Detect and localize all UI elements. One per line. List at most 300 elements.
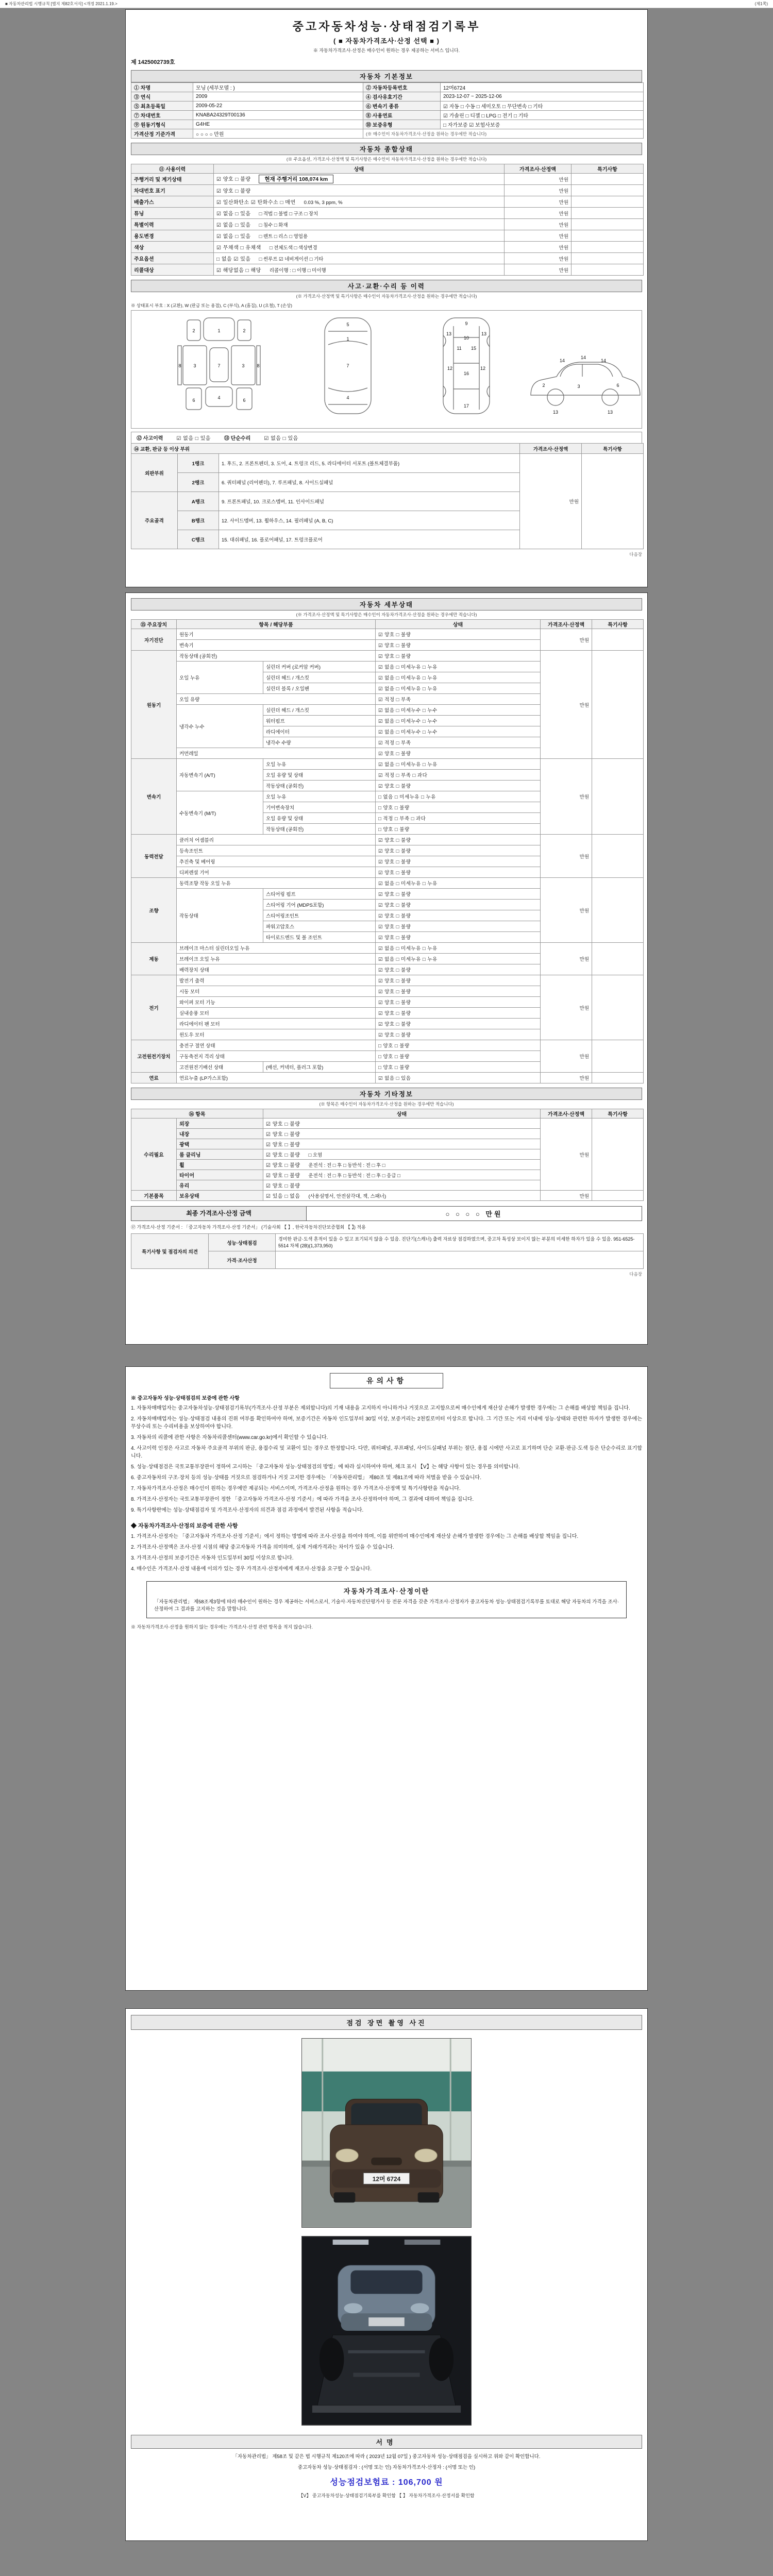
panel-notices [125,1366,648,1991]
section-accident-note: (※ 가격조사·산정액 및 특기사항은 매수인이 자동차가격조사·산정을 원하는 경우에만 적습니다) [296,294,477,299]
item-label: 실내송풍 모터 [177,1008,376,1019]
state-checkboxes: ☑ 없음 □ 미세누유 □ 누유 [376,683,541,694]
state-checkboxes: □ 없음 □ 미세누유 □ 누유 [376,791,541,802]
notice-item: 6. 중고자동차의 구조·장치 등의 성능·상태를 거짓으로 점검하거나 거짓 고지한 경우에는 「자동차관리법」 제80조 및 제81조에 따라 처벌을 받을 수 있습니다. [131,1475,481,1481]
price-cell: 만원 [541,1073,592,1083]
rank-row [131,454,644,473]
price-cell: 만원 [505,174,572,185]
price-cell: 만원 [541,759,592,835]
col-device: ⑮ 주요장치 [131,620,177,629]
field-label: ② 자동차등록번호 [363,83,441,92]
subitem-label: 실린더 커버 (로커암 커버) [263,662,376,672]
item-label: 변속기 [177,640,376,651]
item-label: 클러치 어셈블리 [177,835,376,845]
state-checkboxes: ☑ 없음 □ 있음 [376,1073,541,1083]
usage-state [214,264,505,276]
car-diagram-side-view [531,362,640,405]
rank-label: B랭크 [178,511,219,530]
etc-state: ☑ 양호 □ 불량 [263,1139,541,1149]
cell: 차대번호 표기 [131,185,214,196]
diagram-part-number: 15 [470,346,477,351]
state-checkboxes: □ 양호 □ 불량 [376,1062,541,1073]
diagram-part-number: 1 [217,328,221,333]
final-price-label: 최종 가격조사·산정 금액 [131,1207,307,1221]
item-label: 연료누출 (LP가스포함) [177,1073,376,1083]
col-remark: 특기사항 [572,164,644,174]
state-checkboxes: ☑ 양호 □ 불량 [376,629,541,640]
etc-item: 외장 [177,1118,263,1129]
subitem-label: 타이로드엔드 및 볼 조인트 [263,932,376,943]
detail-state-table [131,619,644,1083]
device-group: 자기진단 [131,629,177,651]
usage-state [214,185,505,196]
inspector-opinion-table [131,1233,644,1269]
etc-item: 내장 [177,1129,263,1139]
item-label: 작동상태 [177,889,263,943]
notice-item: 2. 가격조사·산정액은 조사·산정 시점의 해당 중고자동차 가격을 의미하며, 실제 거래가격과는 차이가 있을 수 있습니다. [131,1545,394,1550]
opinion-row2-text [276,1251,644,1269]
field-value: 2009-05-22 [193,101,363,111]
state-checkboxes: ☑ 적정 □ 부족 [376,737,541,748]
state-checkboxes: ☑ 양호 □ 불량 [376,986,541,997]
state-checkboxes: ☑ 양호 □ 불량 [376,748,541,759]
diagram-part-number: 13 [446,331,452,336]
state-checkboxes: ☑ 양호 □ 불량 [376,1029,541,1040]
next-page-hint-2: 다음장 [629,1272,642,1277]
diagram-part-number: 6 [192,398,195,403]
remark-cell [592,651,644,759]
panel-detail-state [125,592,648,1345]
usage-state [214,196,505,208]
state-checkboxes: ☑ 없음 □ 미세누유 □ 누유 [376,954,541,964]
rank-label: C랭크 [178,530,219,549]
detail-row [131,1040,644,1051]
definition-box-text: 「자동차관리법」 제58조제3항에 따라 매수인이 원하는 경우 제공하는 서비스로서, 기술사·자동차진단평가사 등 전문 자격을 갖춘 가격조사·산정자가 중고자동차 성능·상태점검기록부를 토대로 해당 자동차의 가격을 조사·산정하여 그 결과를 고지하는 것을 말합니다. [154,1599,619,1613]
etc-group: 수리필요 [131,1118,177,1191]
field-value: ☑ 가솔린 □ 디젤 □ LPG □ 전기 □ 기타 [441,111,644,120]
field-label: ⑨ 원동기형식 [131,120,193,129]
remark-cell [592,629,644,651]
usage-state [214,174,505,185]
field-value: G4HE [193,120,363,129]
accident-history-checkboxes: ☑ 없음 □ 있음 [176,436,211,442]
diagram-part-number: 2 [192,328,195,333]
checkbox-group: ☑ 없음 □ 있음 [216,223,251,228]
rank-price-header: 가격조사·산정액 [520,444,582,454]
item-label: 등속조인트 [177,845,376,856]
item-label: 브레이크 오일 누유 [177,954,376,964]
state-checkboxes: ☑ 양호 □ 불량 [376,781,541,791]
subitem-label: 라디에이터 [263,726,376,737]
accident-check-row [131,432,642,443]
remark-cell [572,264,644,276]
section-accident-title: 사고·교환·수리 등 이력 [131,280,642,292]
signature-section-title: 서명 [131,2435,642,2449]
price-cell: 만원 [541,651,592,759]
item-label: 구동축전지 격리 상태 [177,1051,376,1062]
detail-row [131,759,644,770]
field-label: ⑦ 차대번호 [131,111,193,120]
state-checkboxes: ☑ 양호 □ 불량 [376,997,541,1008]
cell: 튜닝 [131,208,214,219]
checkbox-group: ☑ 없음 □ 있음 [216,234,251,240]
col-etc-price: 가격조사·산정액 [541,1109,592,1118]
col-etc-item: ⑯ 항목 [131,1109,263,1118]
item-label: 추진축 및 베어링 [177,856,376,867]
field-value: ○ ○ ○ ○ 만원 [193,129,363,139]
definition-box-title: 자동차가격조사·산정이란 [343,1587,430,1595]
subitem-label: 스티어링조인트 [263,910,376,921]
exchange-repair-table [131,443,644,549]
basic-row [131,101,644,111]
field-label: ⑥ 변속기 종류 [363,101,441,111]
state-checkboxes: ☑ 없음 □ 미세누유 □ 누유 [376,878,541,889]
final-price-amount: ○ ○ ○ ○ 만원 [445,1210,503,1218]
notice-item: 3. 자동차의 리콜에 관한 사항은 자동차리콜센터(www.car.go.kr)에서 확인할 수 있습니다. [131,1435,328,1440]
item-label: 오일 유량 [177,694,376,705]
subitem-label: 워터펌프 [263,716,376,726]
state-checkboxes: ☑ 없음 □ 미세누수 □ 누수 [376,716,541,726]
remark-cell [582,454,644,549]
state-checkboxes: ☑ 양호 □ 불량 [376,975,541,986]
notice-item: 5. 성능·상태점검은 국토교통부장관이 정하여 고시하는 「중고자동차 성능·상태점검의 방법」에 따라 실시하여야 하며, 체크 표시 【V】는 해당 사항이 있는 경우를 의미합니다. [131,1464,520,1470]
field-label: ④ 검사유효기간 [363,92,441,101]
usage-state [214,253,505,264]
field-value: (※ 매수인이 자동차가격조사·산정을 원하는 경우에만 적습니다) [363,129,644,139]
notice-item: 2. 자동차매매업자는 성능·상태점검 내용의 진위 여부를 확인하여야 하며, 보증기간은 자동차 인도일부터 30일 이상, 보증거리는 2천킬로미터 이상으로 합니다. 그 기간 또는 거리 이내에 성능·상태와 관련한 하자가 발생한 경우에는 무상수리 또는 수리비용을 보상하여야 합니다. [131,1416,642,1430]
diagram-part-number: 3 [242,363,245,368]
remark-cell [592,835,644,878]
state-checkboxes: □ 양호 □ 불량 [376,1040,541,1051]
price-cell: 만원 [505,185,572,196]
price-cell: 만원 [541,1191,592,1201]
diagram-part-number: 13 [552,410,559,415]
state-checkboxes: □ 양호 □ 불량 [376,824,541,835]
notice-sub-note: ※ 중고자동차 성능·상태점검의 보증에 관한 사항 [131,1396,240,1401]
usage-extra: 현재 주행거리 108,074 km [259,175,333,183]
subitem-label: 파워고압호스 [263,921,376,932]
state-checkboxes: ☑ 양호 □ 불량 [376,835,541,845]
summary-row [131,174,644,185]
price-cell: 만원 [541,878,592,943]
etc-header-row [131,1109,644,1118]
subitem-label: (배선, 커넥터, 플러그 포함) [263,1062,376,1073]
section-etc-title: 자동차 기타정보 [131,1088,642,1100]
subitem-label: 작동상태 (공회전) [263,824,376,835]
rank-label: 2랭크 [178,473,219,492]
item-label: 와이퍼 모터 기능 [177,997,376,1008]
price-cell: 만원 [505,208,572,219]
col-detail-remark: 특기사항 [592,620,644,629]
price-cell: 만원 [505,242,572,253]
item-label: 배력장치 상태 [177,964,376,975]
inspection-photo-front [301,2038,472,2228]
cell: 특별이력 [131,219,214,230]
section-summary-title: 자동차 종합상태 [131,143,642,155]
diagram-part-number: 13 [607,410,613,415]
etc-item: 광택 [177,1139,263,1149]
state-checkboxes: ☑ 없음 □ 미세누유 □ 누유 [376,662,541,672]
inspection-insurance-fee [131,2476,642,2487]
state-checkboxes: ☑ 없음 □ 미세누유 □ 누유 [376,943,541,954]
opinion-row-2 [131,1251,644,1269]
etc-row [131,1191,644,1201]
parts-list: 9. 프론트패널, 10. 크로스멤버, 11. 인사이드패널 [219,492,520,511]
state-checkboxes: ☑ 양호 □ 불량 [376,932,541,943]
detail-row [131,975,644,986]
diagram-part-number: 13 [481,331,487,336]
cell: 색상 [131,242,214,253]
state-checkboxes: ☑ 양호 □ 불량 [376,1008,541,1019]
photo-section-title: 점검 장면 촬영 사진 [131,2015,642,2030]
remark-cell [592,759,644,835]
diagram-part-number: 7 [217,363,221,368]
state-checkboxes: ☑ 양호 □ 불량 [376,856,541,867]
state-checkboxes: ☑ 양호 □ 불량 [376,921,541,932]
remark-cell [572,253,644,264]
item-label: 수동변속기 (M/T) [177,791,263,835]
etc-group: 기본품목 [131,1191,177,1201]
checkbox-group: ☑ 양호 □ 불량 [216,177,251,182]
usage-extra: 리콜이행 : □ 이행 □ 미이행 [269,268,326,274]
parts-list: 15. 대쉬패널, 16. 플로어패널, 17. 트렁크플로어 [219,530,520,549]
state-checkboxes: ☑ 없음 □ 미세누유 □ 누유 [376,672,541,683]
col-state: 상태 [214,164,505,174]
basic-info-table [131,82,644,139]
page-indicator: (제1쪽) [754,2,768,6]
basic-row [131,83,644,92]
notice-item: 1. 자동차매매업자는 중고자동차성능·상태점검기록부(가격조사·산정 부분은 제외합니다)의 기재 내용을 고지하지 아니하거나 거짓으로 고지함으로써 매수인에게 재산상 손해가 발생한 경우에는 그 손해를 배상할 책임을 집니다. [131,1405,630,1411]
usage-extra: □ 적법 □ 불법 □ 구조 □ 장치 [259,211,318,217]
final-price-bar [131,1206,642,1221]
section-etc-note: (※ 항목은 매수인이 자동차가격조사·산정을 원하는 경우에만 적습니다) [319,1101,454,1107]
warranty-notice-list [131,1533,642,1573]
diagram-part-number: 5 [346,322,349,327]
summary-table [131,164,644,276]
panel-basic-and-summary [125,9,648,587]
summary-row [131,219,644,230]
signature-statement: 「자동차관리법」 제58조 및 같은 법 시행규칙 제120조에 따라 ( 2023년 12월 07일 ) 중고자동차 성능·상태점검을 실시하고 위와 같이 확인합니다. [232,2454,541,2460]
subitem-label: 스티어링 펌프 [263,889,376,900]
remark-cell [572,242,644,253]
remark-cell [572,208,644,219]
checkbox-group: □ 없음 ☑ 있음 [216,257,251,262]
parts-list: 1. 후드, 2. 프론트펜더, 3. 도어, 4. 트렁크 리드, 5. 라디에이터 서포트 (볼트체결부품) [219,454,520,473]
remark-cell [592,975,644,1040]
cell: 용도변경 [131,230,214,242]
remark-cell [572,174,644,185]
notice-footer: ※ 자동차가격조사·산정을 원하지 않는 경우에는 가격조사·산정 관련 항목을 적지 않습니다. [131,1624,313,1630]
checkbox-group: ☑ 해당없음 □ 해당 [216,268,261,274]
cell: 리콜대상 [131,264,214,276]
usage-state [214,208,505,219]
detail-row [131,1073,644,1083]
notice-item: 7. 자동차가격조사·산정은 매수인이 원하는 경우에만 제공되는 서비스이며, 가격조사·산정을 원하는 경우 가격조사·산정액 및 특기사항란을 적습니다. [131,1486,461,1492]
document-number: 제 1425002739호 [131,59,175,65]
summary-row [131,242,644,253]
etc-info-table [131,1109,644,1201]
detail-header-row [131,620,644,629]
state-checkboxes: ☑ 없음 □ 미세누유 □ 누유 [376,759,541,770]
item-label: 작동상태 (공회전) [177,651,376,662]
rank-remark-header: 특기사항 [582,444,644,454]
col-detail-state: 상태 [376,620,541,629]
item-label: 윈도우 모터 [177,1029,376,1040]
etc-state: ☑ 양호 □ 불량 [263,1118,541,1129]
diagram-part-number: 8 [257,363,260,368]
usage-extra: □ 전체도색 □ 색상변경 [269,245,317,251]
diagram-part-number: 12 [480,366,486,371]
diagram-part-number: 14 [580,355,586,360]
usage-state [214,242,505,253]
etc-state: ☑ 양호 □ 불량 [263,1129,541,1139]
notice-item: 1. 가격조사·산정자는 「중고자동차 가격조사·산정 기준서」에서 정하는 방법에 따라 조사·산정을 하여야 하며, 이를 위반하여 매수인에게 재산상 손해가 발생한 경우에는 그 손해를 배상할 책임을 집니다. [131,1534,579,1539]
item-label: 브레이크 마스터 실린더오일 누유 [177,943,376,954]
usage-extra: □ 침수 □ 화재 [259,223,288,228]
state-checkboxes: ☑ 양호 □ 불량 [376,910,541,921]
state-checkboxes: □ 양호 □ 불량 [376,802,541,813]
usage-state [214,219,505,230]
field-value: 2023-12-07 ~ 2025-12-06 [441,92,644,101]
price-cell: 만원 [520,454,582,549]
notice-item: 4. 매수인은 가격조사·산정 내용에 이의가 있는 경우 가격조사·산정자에게 재조사·산정을 요구할 수 있습니다. [131,1566,372,1572]
form-top-strip [0,0,773,8]
remark-cell [572,185,644,196]
accident-history-label: ⑫ 사고이력 [137,436,163,442]
diagram-part-number: 6 [616,383,619,388]
price-cell: 만원 [505,219,572,230]
remark-cell [572,219,644,230]
parts-list: 12. 사이드멤버, 13. 휠하우스, 14. 필러패널 (A, B, C) [219,511,520,530]
parts-list: 6. 쿼터패널 (리어펜더), 7. 루프패널, 8. 사이드실패널 [219,473,520,492]
etc-state: ☑ 양호 □ 불량 [263,1180,541,1191]
document-title-note: ※ 자동차가격조사·산정은 매수인이 원하는 경우 제공하는 서비스 입니다. [313,48,460,53]
rank-label: A랭크 [178,492,219,511]
diagram-part-number: 14 [600,358,607,363]
document-title: 중고자동차성능·상태점검기록부 [292,20,481,33]
device-group: 동력전달 [131,835,177,878]
summary-row [131,230,644,242]
state-checkboxes: □ 양호 □ 불량 [376,1051,541,1062]
fee-label: 성능점검보험료 : [330,2478,396,2487]
simple-repair-checkboxes: ☑ 없음 □ 있음 [264,436,298,442]
remark-cell [592,1040,644,1073]
field-value: 2009 [193,92,363,101]
checkbox-group: ☑ 일산화탄소 ☑ 탄화수소 □ 매연 [216,200,296,206]
diagram-part-number: 8 [178,363,181,368]
remark-cell [572,196,644,208]
subitem-label: 작동상태 (공회전) [263,781,376,791]
device-group: 제동 [131,943,177,975]
checkbox-group: ☑ 무채색 □ 유채색 [216,245,261,251]
checkbox-group: ☑ 없음 □ 있음 [216,211,251,217]
item-label: 커먼레일 [177,748,376,759]
item-label: 라디에이터 팬 모터 [177,1019,376,1029]
state-checkboxes: ☑ 양호 □ 불량 [376,889,541,900]
diagram-part-number: 3 [577,384,580,389]
photo-license-plate: 12머 6724 [372,2175,401,2183]
panel-photos-signature [125,2008,648,2541]
damage-code-legend: ※ 상태표시 부호 : X (교환), W (판금 또는 용접), C (부식), A (흠집), U (요철), T (손상) [131,303,293,308]
state-checkboxes: ☑ 양호 □ 불량 [376,640,541,651]
panel-group: 주요골격 [131,492,178,549]
summary-row [131,208,644,219]
subitem-label: 오일 누유 [263,759,376,770]
state-checkboxes: ☑ 없음 □ 미세누수 □ 누수 [376,726,541,737]
col-item-part: 항목 / 해당부품 [177,620,376,629]
etc-state: ☑ 양호 □ 불량 운전석 : 전 □ 후 □ 동반석 : 전 □ 후 □ 응급 □ [263,1170,541,1180]
confirmation-checkline: 【V】 중고자동차성능·상태점검기록부를 확인함 【 】 자동차가격조사·산정서를 확인함 [298,2493,475,2498]
car-damage-diagrams [131,311,647,428]
opinion-row2-label: 가격·조사산정 [209,1251,276,1269]
notice-title: 유의사항 [330,1373,443,1388]
usage-extra: □ 렌트 □ 리스 □ 영업용 [259,234,308,240]
state-checkboxes: ☑ 양호 □ 불량 [376,845,541,856]
state-checkboxes: ☑ 양호 □ 불량 [376,867,541,878]
final-price-note: ⑰ 가격조사·산정 기준서 : 「중고자동차 가격조사·산정 기준서」 (기술사회 【 】, 한국자동차진단보증협회 【 】) 적용 [131,1225,366,1230]
detail-row [131,943,644,954]
remark-cell [592,1118,644,1191]
subitem-label: 오일 유량 및 상태 [263,813,376,824]
col-etc-state: 상태 [263,1109,541,1118]
item-label: 충전구 절연 상태 [177,1040,376,1051]
diagram-part-number: 11 [457,346,462,351]
inspection-photo-underbody [301,2236,472,2426]
diagram-part-number: 14 [559,358,565,363]
device-group: 변속기 [131,759,177,835]
state-checkboxes: □ 적정 □ 부족 □ 과다 [376,813,541,824]
next-page-hint: 다음장 [629,552,642,557]
item-label: 오일 누유 [177,662,263,694]
price-cell: 만원 [505,230,572,242]
panel-group: 외판부위 [131,454,178,492]
diagram-part-number: 2 [542,383,545,388]
remark-cell [592,1073,644,1083]
state-checkboxes: ☑ 적정 □ 부족 □ 과다 [376,770,541,781]
state-checkboxes: ☑ 양호 □ 불량 [376,651,541,662]
subitem-label: 오일 누유 [263,791,376,802]
price-cell: 만원 [505,253,572,264]
signature-parties: 중고자동차 성능·상태점검자 : (서명 또는 인) 자동차가격조사·산정자 : (서명 또는 인) [297,2465,476,2470]
field-label: ⑤ 최초등록일 [131,101,193,111]
col-etc-remark: 특기사항 [592,1109,644,1118]
price-cell: 만원 [505,264,572,276]
item-label: 발전기 출력 [177,975,376,986]
exchange-parts-label: ⑭ 교환, 판금 등 이상 부위 [131,444,520,454]
notice-item: 9. 특기사항란에는 성능·상태점검자 및 가격조사·산정자의 의견과 점검 과정에서 발견된 사항을 적습니다. [131,1507,364,1513]
item-label: 고전원전기배선 상태 [177,1062,263,1073]
item-label: 냉각수 누수 [177,705,263,748]
device-group: 전기 [131,975,177,1040]
state-checkboxes: ☑ 양호 □ 불량 [376,900,541,910]
field-value: 12머6724 [441,83,644,92]
remark-cell [592,943,644,975]
subitem-label: 기어변속장치 [263,802,376,813]
fee-value: 106,700 원 [398,2478,443,2487]
col-usage-history: ⑪ 사용이력 [131,164,214,174]
opinion-row-1 [131,1234,644,1251]
price-cell: 만원 [541,1040,592,1073]
usage-state [214,230,505,242]
opinion-row1-text: 경미한 판금·도색 흔적이 있을 수 있고 표기되지 않을 수 있음. 진단기(스캐너) 출력 자료상 점검하였으며, 중고차 특성상 보이지 않는 부분의 미세한 하자가 있을 수 있음. 951-6525-5514 차체 (2B)(1,373,950) [276,1234,644,1251]
field-label: ⑧ 사용연료 [363,111,441,120]
item-label: 원동기 [177,629,376,640]
etc-item: 타이어 [177,1170,263,1180]
diagram-part-number: 9 [465,321,468,326]
state-checkboxes: ☑ 적정 □ 부족 [376,694,541,705]
device-group: 연료 [131,1073,177,1083]
basic-row [131,92,644,101]
